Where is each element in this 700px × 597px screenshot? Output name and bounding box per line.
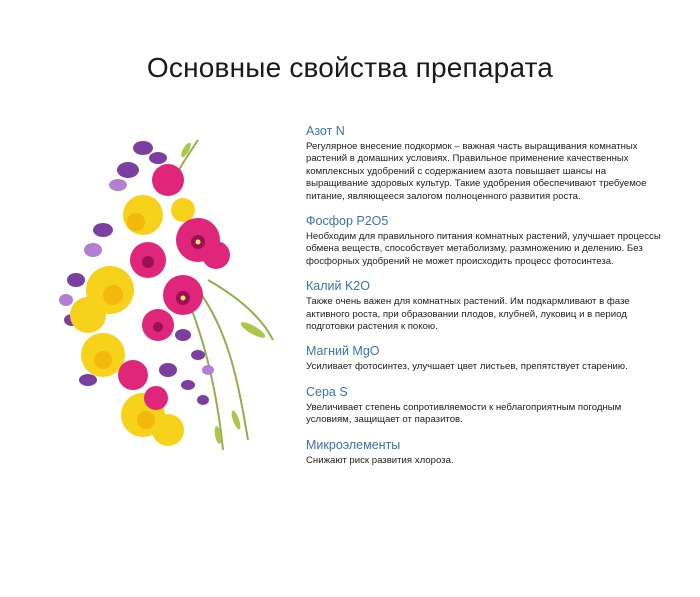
section-nitrogen	[306, 124, 666, 203]
section-title: Микроэлементы	[306, 437, 401, 452]
section-title: Азот N	[306, 124, 345, 138]
flower-bouquet-illustration	[48, 130, 278, 460]
section-title: Фосфор P2O5	[306, 214, 389, 229]
section-text: Увеличивает степень сопротивляемости к неблагоприятным погодным условиям, защищает от паразитов.	[306, 401, 622, 426]
properties-list	[306, 124, 666, 478]
section-text: Необходим для правильного питания комнатных растений, улучшает процессы обмена веществ, способствует метаболизму, размножению и делению. Без фосфорных удобрений не может происходить процесс фотосинтеза.	[306, 231, 661, 267]
section-text: Усиливает фотосинтез, улучшает цвет листьев, препятствует старению.	[306, 361, 628, 373]
section-title: Калий K2O	[306, 279, 370, 294]
section-text: Регулярное внесение подкормок – важная часть выращивания комнатных растений в домашних условиях. Правильное применение качественных комплексных удобрений с содержанием азота повышает шансы на выращивание здоровых культур. Такие удобрения обеспечивают требуемое питание, являющееся залогом полноценного развития роста.	[306, 141, 647, 202]
section-text: Снижают риск развития хлороза.	[306, 454, 454, 466]
section-title: Магний MgO	[306, 344, 380, 359]
section-magnesium	[306, 344, 666, 373]
section-sulfur	[306, 385, 666, 427]
section-text: Также очень важен для комнатных растений. Им подкармливают в фазе активного роста, при образовании плодов, клубней, луковиц и в период подготовки растения к покою.	[306, 296, 630, 333]
section-potassium	[306, 279, 666, 333]
page-title: Основные свойства препарата	[146, 52, 554, 83]
section-microelements	[306, 438, 666, 467]
section-phosphorus	[306, 214, 666, 268]
section-title: Сера S	[306, 384, 348, 399]
